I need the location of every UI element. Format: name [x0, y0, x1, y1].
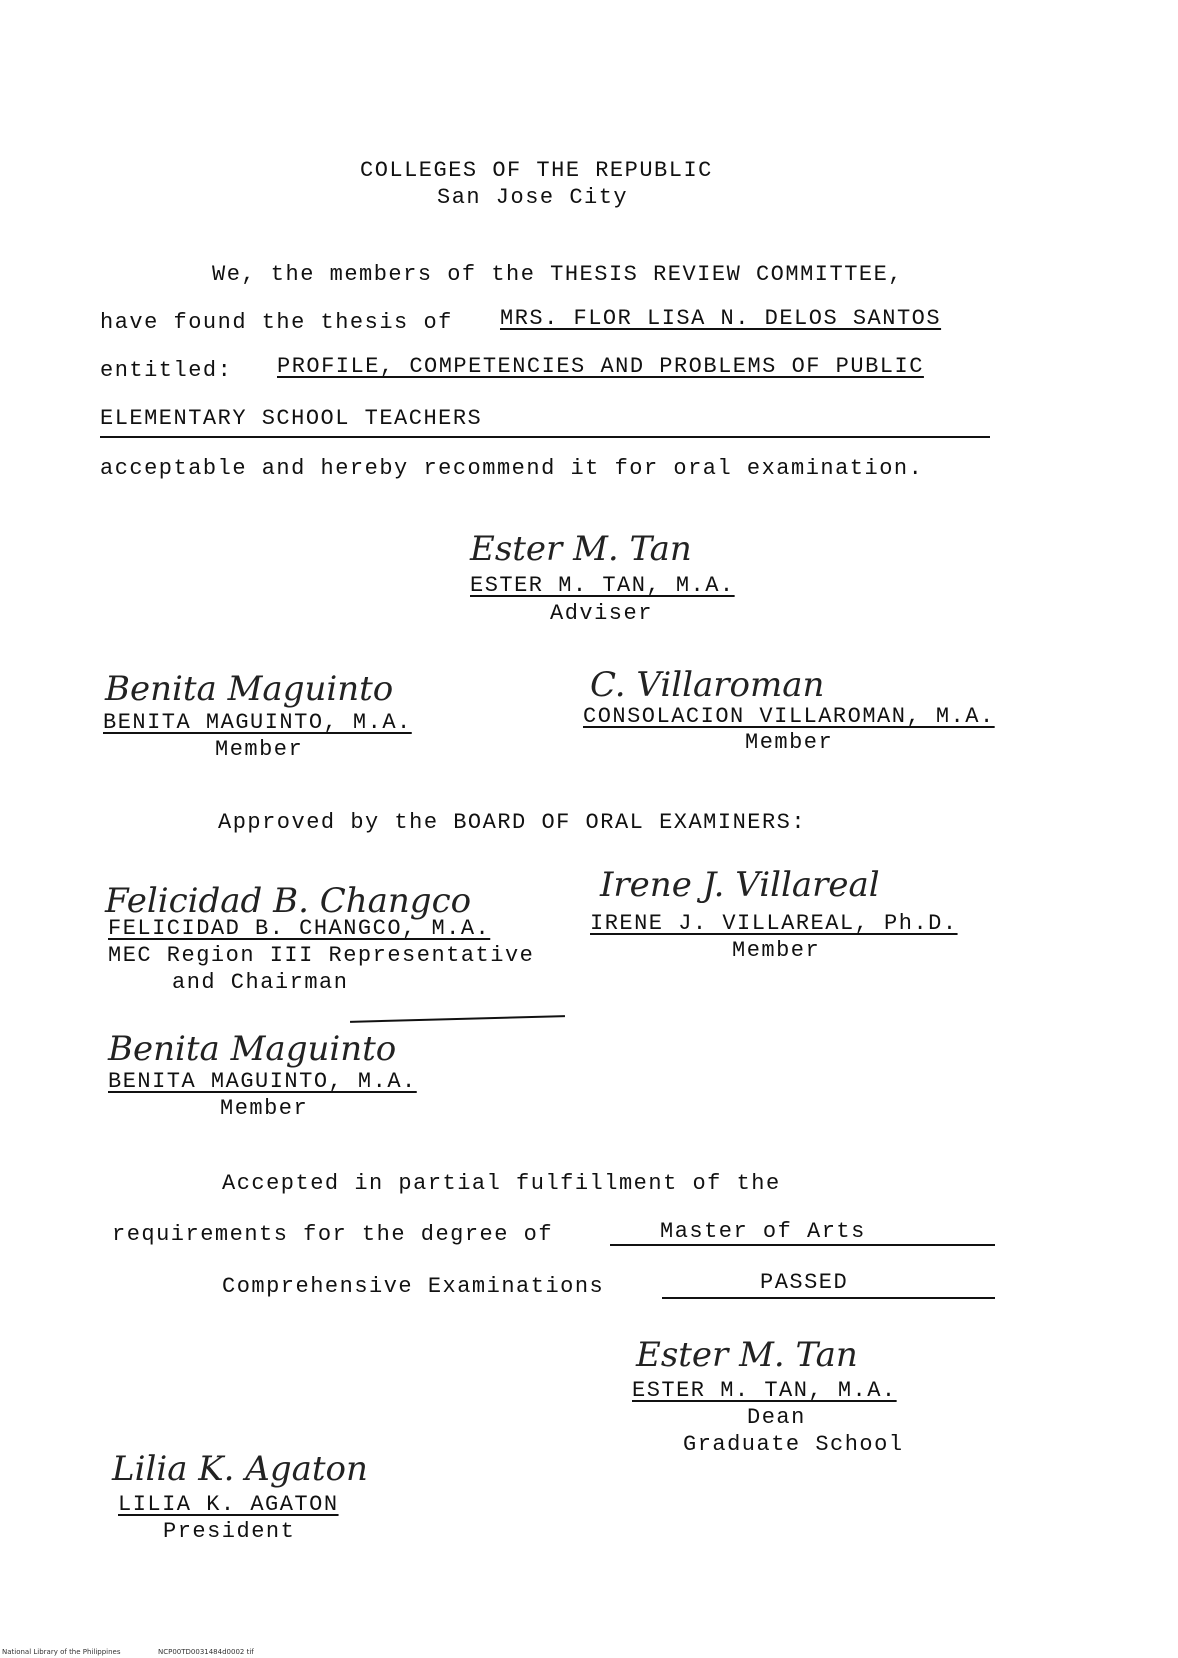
- member2-name: CONSOLACION VILLAROMAN, M.A.: [583, 704, 995, 729]
- acceptance-line-3-prefix: Comprehensive Examinations: [222, 1274, 605, 1299]
- paragraph-line-2-prefix: have found the thesis of: [100, 310, 453, 335]
- member-a-role: Member: [732, 938, 821, 963]
- president-role: President: [163, 1519, 296, 1544]
- member1-signature: Benita Maguinto: [105, 669, 394, 709]
- acceptance-line-2-prefix: requirements for the degree of: [112, 1222, 554, 1247]
- thesis-title-line-1: PROFILE, COMPETENCIES AND PROBLEMS OF PUBLIC: [277, 354, 924, 379]
- chairman-role-line-1: MEC Region III Representative: [108, 943, 535, 968]
- adviser-signature: Ester M. Tan: [470, 529, 692, 569]
- member2-role: Member: [745, 730, 834, 755]
- degree-value: Master of Arts: [660, 1219, 866, 1244]
- member1-role: Member: [215, 737, 304, 762]
- exam-result-line: [662, 1297, 995, 1299]
- institution-location: San Jose City: [437, 185, 629, 210]
- chairman-signature: Felicidad B. Changco: [105, 881, 472, 921]
- chairman-role-line-2: and Chairman: [172, 970, 349, 995]
- institution-name: COLLEGES OF THE REPUBLIC: [360, 158, 713, 183]
- president-name: LILIA K. AGATON: [118, 1492, 339, 1517]
- member-a-signature: Irene J. Villareal: [600, 865, 880, 905]
- footer-file-id: NCP00TD0031484d0002 tif: [158, 1648, 254, 1656]
- dean-name: ESTER M. TAN, M.A.: [632, 1378, 897, 1403]
- paragraph-line-5: acceptable and hereby recommend it for oral examination.: [100, 456, 924, 481]
- adviser-name: ESTER M. TAN, M.A.: [470, 573, 735, 598]
- signature-stroke: [350, 1015, 565, 1023]
- member-b-signature: Benita Maguinto: [108, 1029, 397, 1069]
- president-signature: Lilia K. Agaton: [112, 1449, 368, 1489]
- member1-name: BENITA MAGUINTO, M.A.: [103, 710, 412, 735]
- acceptance-line-1: Accepted in partial fulfillment of the: [222, 1171, 781, 1196]
- board-heading: Approved by the BOARD OF ORAL EXAMINERS:: [218, 810, 807, 835]
- exam-result-value: PASSED: [760, 1270, 849, 1295]
- adviser-role: Adviser: [550, 601, 653, 626]
- candidate-name: MRS. FLOR LISA N. DELOS SANTOS: [500, 306, 942, 331]
- degree-line: [610, 1244, 995, 1246]
- dean-signature: Ester M. Tan: [636, 1335, 858, 1375]
- dean-role-line-2: Graduate School: [683, 1432, 904, 1457]
- member-b-name: BENITA MAGUINTO, M.A.: [108, 1069, 417, 1094]
- dean-role-line-1: Dean: [747, 1405, 806, 1430]
- footer-library: National Library of the Philippines: [2, 1648, 121, 1656]
- member-b-role: Member: [220, 1096, 309, 1121]
- member2-signature: C. Villaroman: [590, 665, 825, 705]
- title-underline: [100, 436, 990, 438]
- thesis-title-line-2: ELEMENTARY SCHOOL TEACHERS: [100, 406, 483, 431]
- chairman-name: FELICIDAD B. CHANGCO, M.A.: [108, 916, 491, 941]
- paragraph-line-3-prefix: entitled:: [100, 358, 233, 383]
- member-a-name: IRENE J. VILLAREAL, Ph.D.: [590, 911, 958, 936]
- paragraph-line-1: We, the members of the THESIS REVIEW COMMITTEE,: [212, 262, 904, 287]
